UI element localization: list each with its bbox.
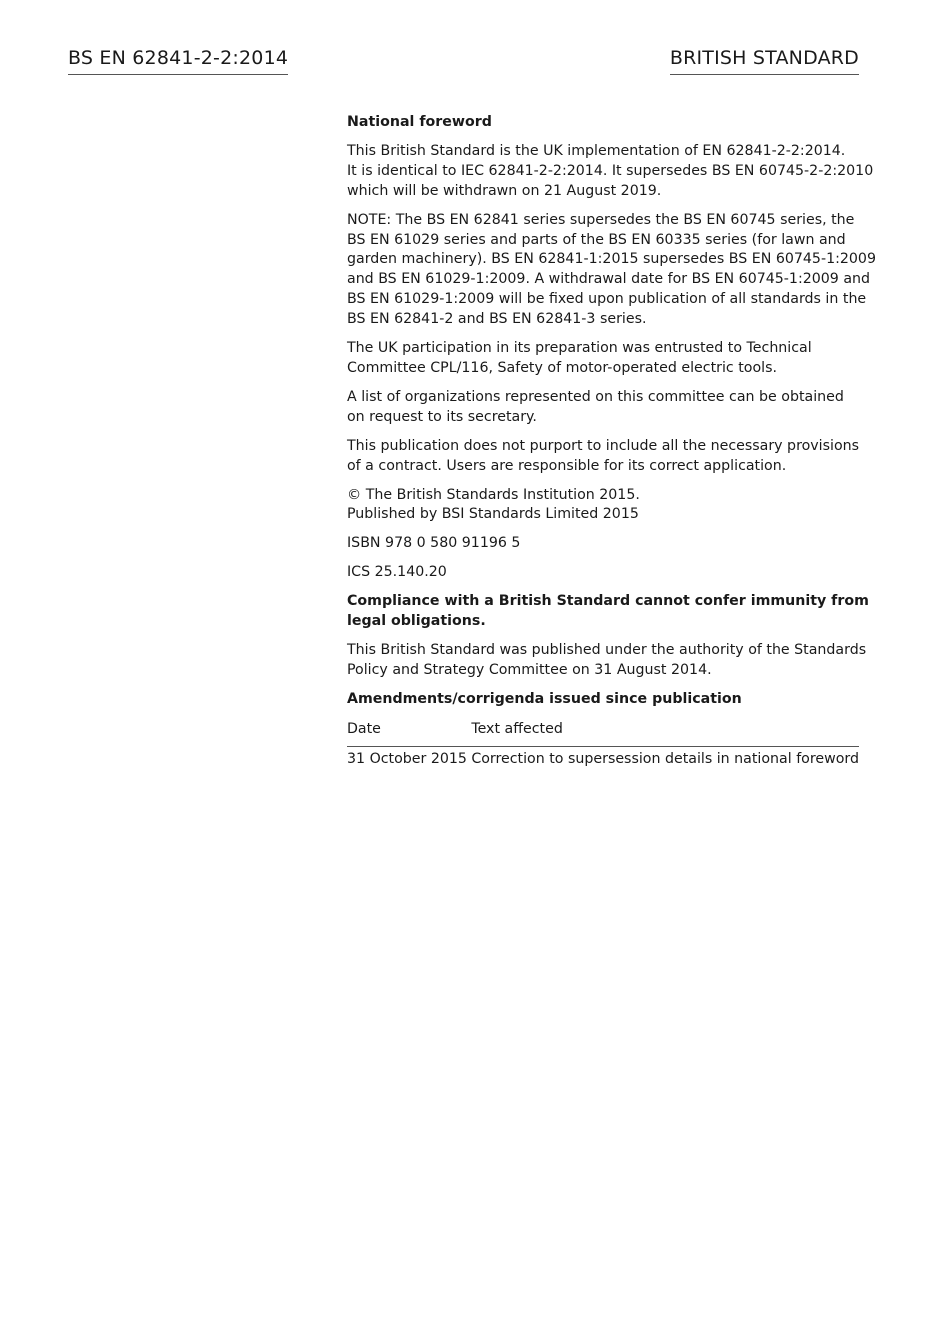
text-line: of a contract. Users are responsible for its correct application. <box>347 457 787 474</box>
text-line: and BS EN 61029-1:2009. A withdrawal date for BS EN 60745-1:2009 and <box>347 271 871 288</box>
text-line: legal obligations. <box>347 613 486 630</box>
text-line: on request to its secretary. <box>347 408 537 425</box>
amendment-date: 31 October 2015 <box>347 750 467 767</box>
authority-paragraph <box>347 641 867 681</box>
text-line: This publication does not purport to include all the necessary provisions <box>347 437 860 454</box>
text-line: A list of organizations represented on this committee can be obtained <box>347 388 844 405</box>
implementation-paragraph <box>347 142 874 202</box>
text-line: This British Standard is the UK implementation of EN 62841-2-2:2014. <box>347 142 846 159</box>
table-header-row <box>347 719 859 747</box>
contract-paragraph <box>347 437 859 477</box>
column-header-date: Date <box>347 719 471 747</box>
text-line: BS EN 61029 series and parts of the BS EN 60335 series (for lawn and <box>347 231 846 248</box>
text-line: The UK participation in its preparation was entrusted to Technical <box>347 340 812 357</box>
amendments-title: Amendments/corrigenda issued since publication <box>347 690 742 707</box>
text-line: It is identical to IEC 62841-2-2:2014. It supersedes BS EN 60745-2-2:2010 <box>347 162 874 179</box>
text-line: Committee CPL/116, Safety of motor-operated electric tools. <box>347 359 777 376</box>
text-line: This British Standard was published under the authority of the Standards <box>347 641 867 658</box>
amendment-text: Correction to supersession details in national foreword <box>471 750 859 767</box>
text-line: Compliance with a British Standard cannot confer immunity from <box>347 593 869 610</box>
foreword-title: National foreword <box>347 114 492 130</box>
text-line: garden machinery). BS EN 62841-1:2015 supersedes BS EN 60745-1:2009 <box>347 251 876 268</box>
committee-paragraph <box>347 339 859 379</box>
national-foreword-section <box>347 113 876 769</box>
amendments-table <box>347 719 859 769</box>
text-line: Published by BSI Standards Limited 2015 <box>347 506 639 523</box>
copyright-paragraph <box>347 486 859 526</box>
standard-type: BRITISH STANDARD <box>670 46 859 75</box>
ics-code: ICS 25.140.20 <box>347 564 447 581</box>
text-line: BS EN 62841-2 and BS EN 62841-3 series. <box>347 311 647 328</box>
table-row <box>347 746 859 769</box>
supersession-note <box>347 211 876 330</box>
compliance-statement <box>347 592 869 632</box>
text-line: Policy and Strategy Committee on 31 August 2014. <box>347 661 712 678</box>
text-line: © The British Standards Institution 2015. <box>347 486 640 503</box>
standard-number: BS EN 62841-2-2:2014 <box>68 46 288 75</box>
text-line: NOTE: The BS EN 62841 series supersedes the BS EN 60745 series, the <box>347 211 855 228</box>
text-line: which will be withdrawn on 21 August 2019. <box>347 182 662 199</box>
isbn: ISBN 978 0 580 91196 5 <box>347 535 521 552</box>
column-header-text-affected: Text affected <box>471 719 859 747</box>
organizations-paragraph <box>347 388 859 428</box>
text-line: BS EN 61029-1:2009 will be fixed upon publication of all standards in the <box>347 291 867 308</box>
